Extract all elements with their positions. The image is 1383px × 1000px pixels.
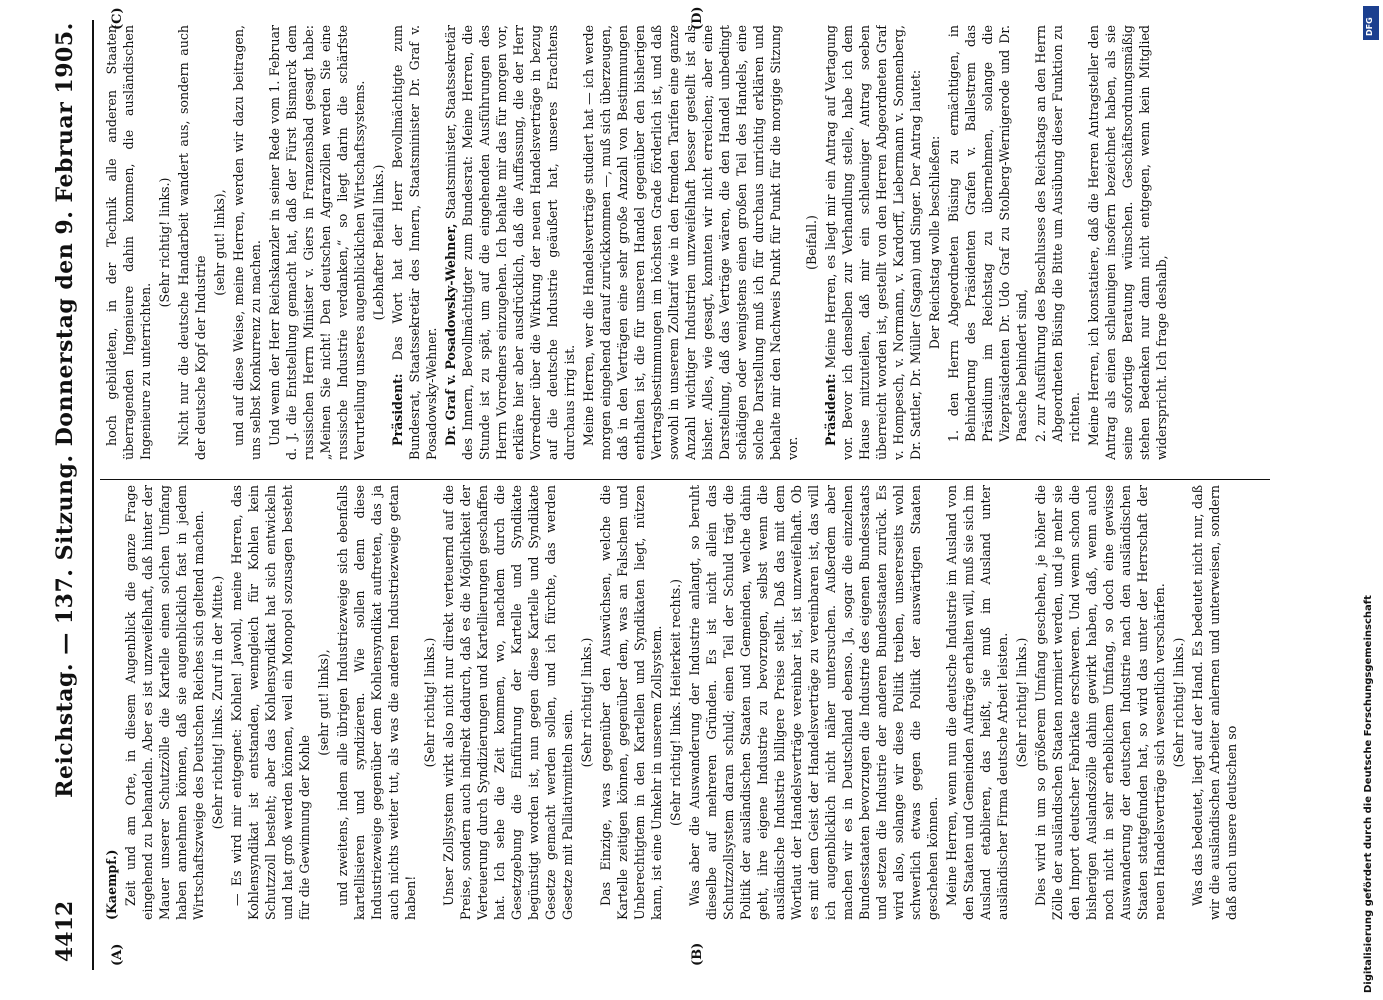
interjection: (Lebhafter Beifall links.): [371, 164, 386, 321]
speaker-label: Präsident:: [390, 373, 405, 446]
digitization-credit: [1363, 8, 1377, 993]
paragraph: Zeit und am Orte, in diesem Augenblick die ganze Frage eingehend zu behandeln. Aber es ist unzweifelhaft, daß hinter der Mauer unserer Schutzzölle die Kartelle einen solchen Umfang haben annehmen können, daß sie augenblicklich fast in jedem Wirtschaftszweige des Deutschen Reiches sich geltend machen.: [123, 485, 206, 920]
interjection: (sehr gut! links),: [316, 649, 331, 756]
resolution-item: 1. den Herrn Abgeordneten Büsing zu ermächtigen, in Behinderung des Präsidenten Grafen v. Ballestrem das Präsidium im Reichstag zu übernehmen, solange die Vizepräsidenten Dr. Udo Graf zu Stolberg-Wernigerode und Dr. Paasche behindert sind,: [946, 25, 1029, 442]
interjection: (Sehr richtig! links. Heiterkeit rechts.): [668, 578, 683, 827]
interjection: (Sehr richtig! links.): [157, 177, 172, 308]
paragraph: Und wenn der Herr Reichskanzler in seiner Rede vom 1. Februar d. J. die Entstellung gemacht hat, daß der Fürst Bismarck dem russischen Herrn Minister v. Giers in Franzensbad gesagt habe: „Meinen Sie nicht! Den deutschen Agrarzöllen werden Sie eine russische Industrie verdanken,“ so liegt darin die schärfste Verurteilung unseres augenblicklichen Wirtschaftssystems.: [267, 25, 367, 460]
interjection: (Sehr richtig! links.): [1014, 637, 1029, 768]
statement-text: Meine Herren, es liegt mir ein Antrag auf Vertagung vor. Bevor ich denselben zur Verhandlung stelle, habe ich dem Hause mitzuteilen, daß mir ein schleuniger Antrag soeben überreicht worden ist, gestellt von den Herren Abgeordneten Graf v. Hompesch, v. Normann, v. Kardorff, Liebermann v. Sonnenberg, Dr. Sattler, Dr. Müller (Sagan) und Singer. Der Antrag lautet:: [823, 25, 923, 460]
margin-marker-a: (A): [110, 943, 125, 966]
left-column: [103, 485, 1263, 920]
interjection: (Sehr richtig! links. Zuruf in der Mitte.): [210, 575, 225, 830]
statement-text: Das Wort hat der Herr Bevollmächtigte zum Bundesrat, Staatssekretär des Innern, Staatsminister Dr. Graf v. Posadowsky-Wehner.: [390, 25, 439, 460]
right-column-text-a: [103, 25, 387, 460]
interjection: (Sehr richtig! links.): [579, 637, 594, 768]
right-column: [103, 25, 1263, 460]
page-header: [48, 10, 88, 970]
resolution-items: [945, 25, 1083, 460]
resolution-item: 2. zur Ausführung des Beschlusses des Reichstags an den Herrn Abgeordneten Büsing die Bitte um Ausübung dieser Funktion zu richten.: [1033, 25, 1082, 442]
paragraph: Was aber die Auswanderung der Industrie anlangt, so beruht dieselbe auf mehreren Gründen. Es ist nicht allein das Schutzzollsystem daran schuld; einen Teil der Schuld trägt die Politik der ausländischen Staaten und Gemeinden, welche dahin geht, ihre eigene Industrie zu bevorzugen, selbst wenn die ausländische Industrie billigere Preise stellt. Daß das mit dem Wortlaut der Handelsverträge vereinbar ist, ist unzweifelhaft. Ob es mit dem Geist der Handelsverträge zu vereinbaren ist, das will ich augenblicklich nicht näher untersuchen. Außerdem aber machen wir es in Deutschland ebenso. Ja, sogar die einzelnen Bundesstaaten bevorzugen die Industrie des eigenen Bundesstaats und setzen die Industrie der anderen Bundesstaaten zurück. Es wird also, solange wir diese Politik treiben, unsererseits wohl schwerlich etwas gegen die Politik der auswärtigen Staaten geschehen können.: [687, 485, 940, 920]
president-statement-1: [389, 25, 440, 460]
running-title: Reichstag. — 137. Sitzung. Donnerstag den 9. Februar 1905.: [52, 22, 78, 798]
paragraph: Unser Zollsystem wirkt also nicht nur direkt verteuernd auf die Preise, sondern auch indirekt dadurch, daß es die Möglichkeit der Verteuerung durch Syndizierungen und Kartellierungen geschaffen hat. Ich sehe die Zeit kommen, wo, nachdem durch die Gesetzgebung die Einführung der Kartelle und Syndikate begünstigt worden ist, nun gegen diese Kartelle und Syndikate Gesetze gemacht werden sollen, und ich fürchte, das werden Gesetze mit Palliativmitteln sein.: [441, 485, 575, 920]
paragraph: Dies wird in um so größerem Umfang geschehen, je höher die Zölle der ausländischen Staaten normiert werden, und je mehr sie den Import deutscher Fabrikate erschweren. Und wenn schon die bisherigen Auslandszölle dahin gewirkt haben, daß, wenn auch noch nicht in sehr erheblichem Umfang, so doch eine gewisse Auswanderung der deutschen Industrie nach den ausländischen Staaten stattgefunden hat, so wird das unter der Herrschaft der neuen Handelsverträge sich wesentlich verschärfen.: [1033, 485, 1167, 920]
header-rule: [92, 20, 94, 970]
paragraph: Das Einzige, was gegenüber den Auswüchsen, welche die Kartelle zeitigen können, gegenüber dem, was an Falschem und Unberechtigtem in den Kartellen und Syndikaten liegt, nützen kann, ist eine Umkehr in unserem Zollsystem.: [598, 485, 664, 920]
dfg-logo: [1363, 6, 1379, 40]
paragraph: und auf diese Weise, meine Herren, werden wir dazu beitragen, uns selbst Konkurrenz zu machen.: [231, 25, 263, 460]
left-column-text: [122, 485, 1240, 920]
interjection: (Sehr richtig! links.): [422, 637, 437, 768]
resolution-intro: Der Reichstag wolle beschließen:: [927, 135, 942, 350]
speaker-label: Präsident:: [823, 373, 838, 446]
margin-marker-c: (C): [110, 7, 125, 30]
paragraph: hoch gebildeten, in der Technik alle anderen Staaten überragenden Ingenieure dahin kommen, die ausländischen Ingenieure zu unterrichten.: [104, 25, 153, 460]
paragraph: — Es wird mir entgegnet: Kohlen! Jawohl, meine Herren, das Kohlensyndikat ist entstanden, wenngleich für Kohlen kein Schutzzoll besteht; aber das Kohlensyndikat hat sich entwickeln und hat groß werden können, weil ein Monopol sozusagen besteht für die Gewinnung der Kohle: [229, 485, 312, 920]
speaker-label: Dr. Graf v. Posadowsky-Wehner,: [443, 223, 458, 446]
margin-marker-d: (D): [690, 6, 705, 30]
credit-text: Digitalisierung gefördert durch die Deutsche Forschungsgemeinschaft: [1363, 595, 1374, 993]
paragraph: und zweitens, indem alle übrigen Industriezweige sich ebenfalls kartellisieren und syndizieren. Wie sollen denn diese Industriezweige gegenüber dem Kohlensyndikat auftreten, das ja auch nichts weiter tut, als was die anderen Industriezweige getan haben!: [335, 485, 418, 920]
statement-text: Staatsminister, Staatssekretär des Innern, Bevollmächtigter zum Bundesrat: Meine Herren, die Stunde ist zu spät, um auf die eingehenden Ausführungen des Herrn Vorredners einzugehen. Ich behalte mir das für morgen vor, erkläre hier aber ausdrücklich, daß die Auffassung, die der Herr Vorredner über die Wirkung der neuen Handelsverträge in bezug auf die deutsche Industrie geäußert hat, unseres Erachtens durchaus irrig ist.: [443, 25, 577, 460]
right-column-text-b: [580, 25, 820, 460]
posadowsky-statement: [442, 25, 578, 460]
page-number: 4412: [52, 900, 78, 962]
speaker-tag: (Kaempf.): [104, 849, 119, 920]
interjection: (Sehr richtig! links.): [1171, 637, 1186, 768]
paragraph: Meine Herren, wer die Handelsverträge studiert hat — ich werde morgen eingehend darauf zurückkommen —, muß sich überzeugen, daß in den Verträgen eine sehr große Anzahl von Bestimmungen enthalten ist, die für unseren Handel gegenüber den bisherigen Vertragsbestimmungen im höchsten Grade förderlich ist, und daß sowohl in unserem Zolltarif wie in den fremden Tarifen eine ganze Anzahl wichtiger Industrien unzweifelhaft besser gestellt ist als bisher. Alles, wie gesagt, konnten wir nicht erreichen; aber eine Darstellung, daß das Verträge wären, die den Handel unbedingt schädigen oder wenigstens einen großen Teil des Handels, eine solche Darstellung muß ich für durchaus unrichtig erklären und behalte mir den Nachweis Punkt für Punkt für die morgige Sitzung vor.: [581, 25, 800, 460]
column-divider: [100, 479, 1270, 480]
paragraph: Meine Herren, wenn nun die deutsche Industrie im Ausland von den Staaten und Gemeinden Aufträge erhalten will, muß sie sich im Ausland etablieren, das heißt, sie muß im Ausland unter ausländischer Firma deutsche Arbeit leisten.: [944, 485, 1010, 920]
paragraph: Nicht nur die deutsche Handarbeit wandert aus, sondern auch der deutsche Kopf der Industrie: [176, 25, 208, 460]
closing-paragraph: Meine Herren, ich konstatiere, daß die Herren Antragsteller den Antrag als einen schleunigen insofern bezeichnet haben, als sie seine sofortige Beratung wünschen. Geschäftsordnungsmäßig stehen Bedenken nur dann nicht entgegen, wenn kein Mitglied widerspricht. Ich frage deshalb,: [1086, 25, 1169, 460]
president-statement-2: [822, 25, 924, 460]
interjection: (sehr gut! links),: [212, 189, 227, 296]
paragraph: Was das bedeutet, liegt auf der Hand. Es bedeutet nicht nur, daß wir die ausländischen Arbeiter anlernen und unterweisen, sondern daß auch unsere deutschen so: [1190, 485, 1239, 920]
margin-marker-b: (B): [690, 942, 705, 966]
interjection: (Beifall.): [804, 215, 819, 270]
dfg-logo-text: DFG: [1365, 17, 1374, 36]
